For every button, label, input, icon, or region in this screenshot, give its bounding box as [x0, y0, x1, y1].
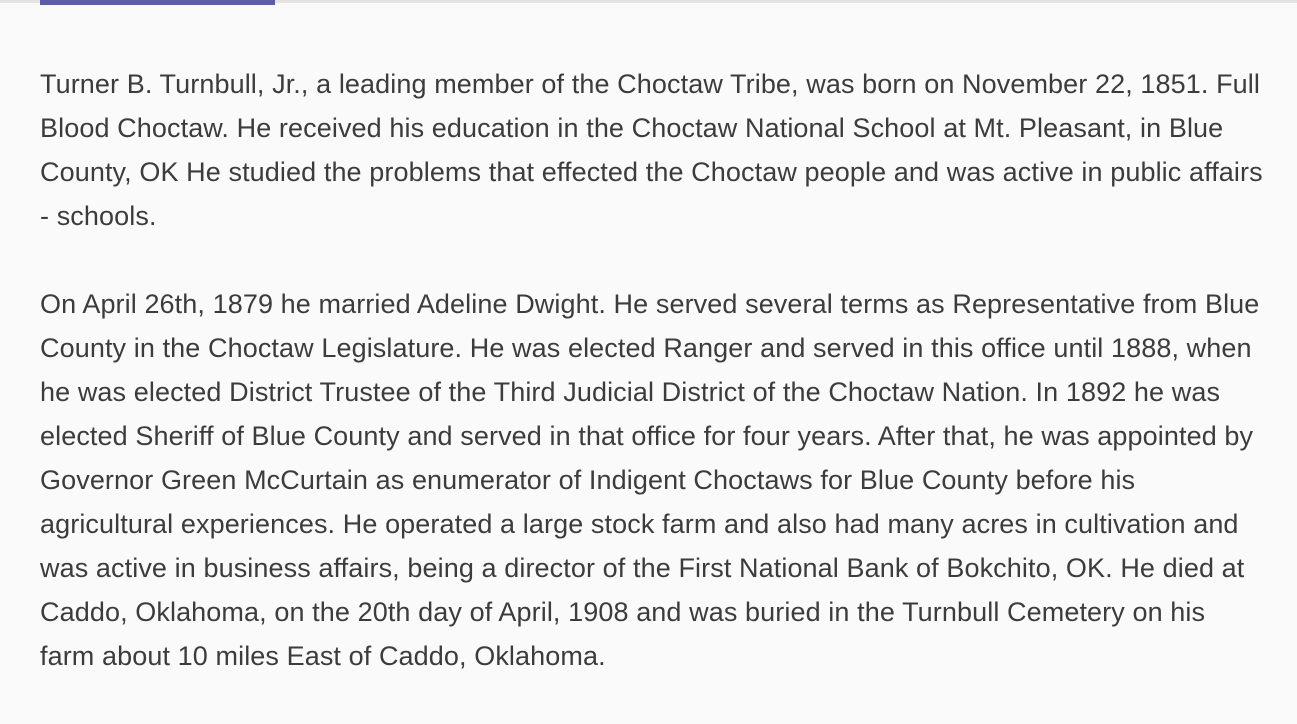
biography-paragraph-1: Turner B. Turnbull, Jr., a leading member of the Choctaw Tribe, was born on November 22, 1851. Full Blood Choctaw. He received his education in the Choctaw National School at Mt. Pleasant, in Blue County, OK He studied the problems that effected the Choctaw people and was active in public affairs - schools. [40, 69, 1263, 231]
progress-accent-bar [40, 0, 275, 5]
biography-paragraph-2: On April 26th, 1879 he married Adeline Dwight. He served several terms as Representative from Blue County in the Choctaw Legislature. He was elected Ranger and served in this office until 1888, when he was elected District Trustee of the Third Judicial District of the Choctaw Nation. In 1892 he was elected Sheriff of Blue County and served in that office for four years. After that, he was appointed by Governor Green McCurtain as enumerator of Indigent Choctaws for Blue County before his agricultural experiences. He operated a large stock farm and also had many acres in cultivation and was active in business affairs, being a director of the First National Bank of Bokchito, OK. He died at Caddo, Oklahoma, on the 20th day of April, 1908 and was buried in the Turnbull Cemetery on his farm about 10 miles East of Caddo, Oklahoma. [40, 289, 1260, 671]
biography-article [40, 62, 1267, 678]
